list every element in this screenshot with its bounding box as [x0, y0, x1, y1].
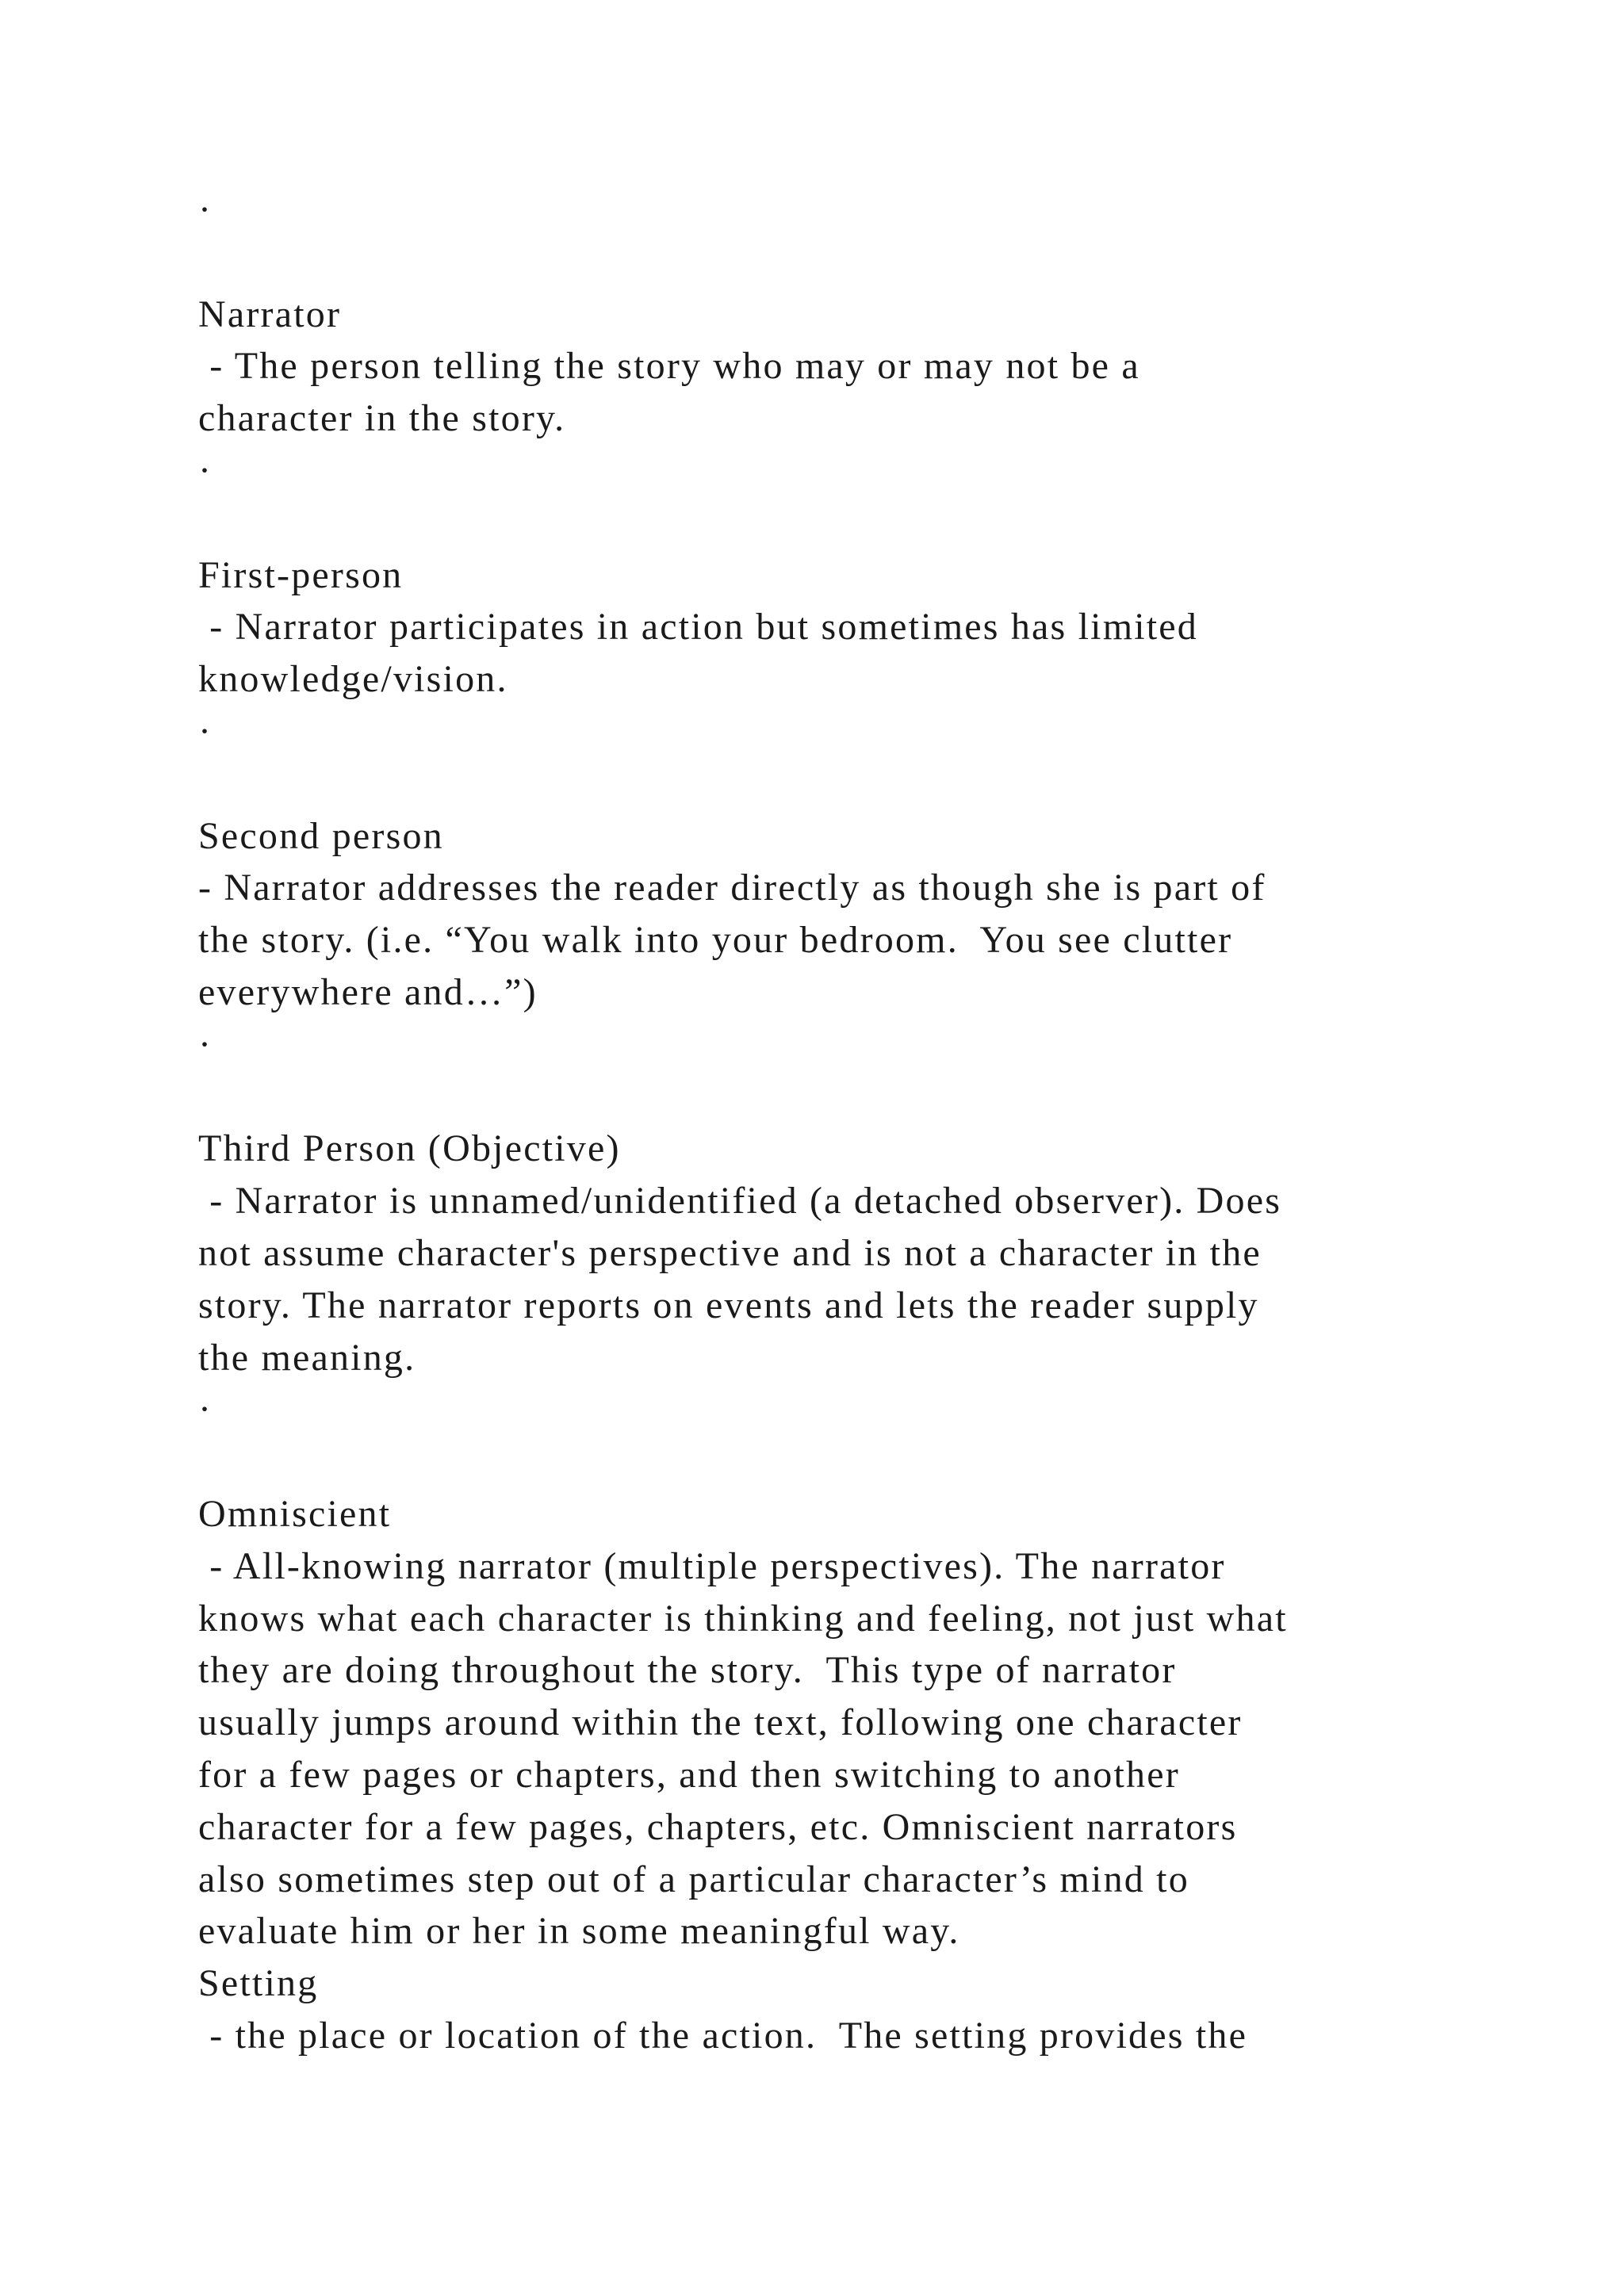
- bullet-dot: ·: [198, 1023, 213, 1066]
- spacer: [198, 1071, 1546, 1123]
- definition-line: - Narrator is unnamed/unidentified (a detached observer). Does: [198, 1180, 1282, 1223]
- definition-line: character for a few pages, chapters, etc. Omniscient narrators: [198, 1805, 1238, 1848]
- definition-line: character in the story.: [198, 397, 566, 440]
- bullet-dot: ·: [198, 449, 213, 492]
- definition-line: - The person telling the story who may or may not be a: [198, 345, 1140, 388]
- bullet-dot: ·: [198, 710, 213, 752]
- spacer: [198, 1436, 1546, 1488]
- definition-line: story. The narrator reports on events and lets the reader supply: [198, 1284, 1259, 1326]
- spacer: [198, 758, 1546, 810]
- document-body: [198, 184, 1546, 2062]
- definition-line: the story. (i.e. “You walk into your bedroom. You see clutter: [198, 919, 1233, 962]
- bullet-dot: ·: [198, 189, 213, 231]
- definition-line: - Narrator addresses the reader directly as though she is part of: [198, 867, 1266, 909]
- definition-line: knowledge/vision.: [198, 658, 508, 701]
- definition-line: - Narrator participates in action but sometimes has limited: [198, 606, 1199, 649]
- definition-line: - All-knowing narrator (multiple perspectives). The narrator: [198, 1544, 1226, 1587]
- term-heading: Narrator: [198, 293, 342, 335]
- definition-line: for a few pages or chapters, and then switching to another: [198, 1753, 1180, 1796]
- spacer: [198, 236, 1546, 289]
- definition-line: everywhere and…”): [198, 970, 538, 1013]
- term-heading: First-person: [198, 553, 404, 596]
- definition-line: evaluate him or her in some meaningful way.: [198, 1910, 960, 1953]
- definition-line: knows what each character is thinking and feeling, not just what: [198, 1597, 1288, 1640]
- definition-line: - the place or location of the action. The setting provides the: [198, 2014, 1248, 2057]
- bullet-dot: ·: [198, 1388, 213, 1431]
- term-heading: Omniscient: [198, 1492, 392, 1535]
- definition-line: not assume character's perspective and is not a character in the: [198, 1231, 1262, 1274]
- term-heading: Setting: [198, 1962, 319, 2005]
- term-heading: Third Person (Objective): [198, 1127, 621, 1170]
- definition-line: also sometimes step out of a particular character’s mind to: [198, 1858, 1189, 1900]
- definition-line: the meaning.: [198, 1336, 416, 1379]
- term-heading: Second person: [198, 814, 444, 857]
- spacer: [198, 497, 1546, 549]
- definition-line: usually jumps around within the text, following one character: [198, 1701, 1243, 1744]
- definition-line: they are doing throughout the story. This type of narrator: [198, 1649, 1177, 1692]
